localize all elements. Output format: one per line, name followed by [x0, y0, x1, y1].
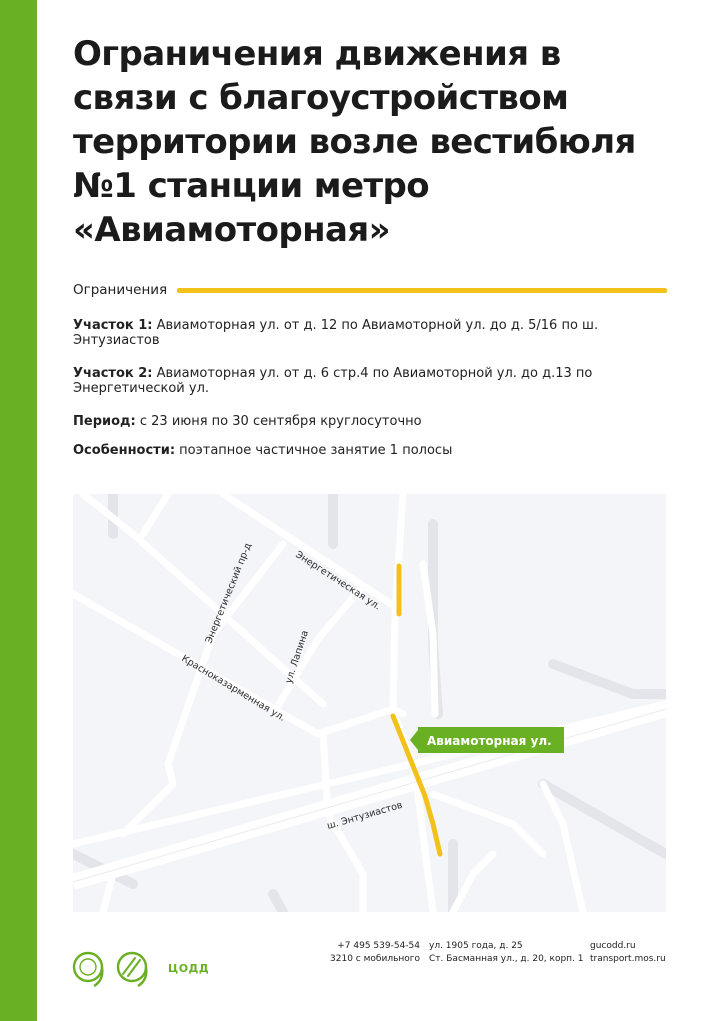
- address-line-2: Ст. Басманная ул., д. 20, корп. 1: [429, 954, 584, 964]
- item-key: Период:: [73, 414, 136, 429]
- street-label-energeticheskiy-pr: Энергетический пр-д: [203, 541, 254, 646]
- address-line-1: ул. 1905 года, д. 25: [429, 941, 523, 951]
- item-key: Участок 2:: [73, 366, 153, 381]
- website-link[interactable]: gucodd.ru: [590, 941, 636, 951]
- section-header: [73, 280, 667, 300]
- callout-label: Авиамоторная ул.: [427, 734, 552, 748]
- item-key: Особенности:: [73, 443, 176, 458]
- street-label-energeticheskaya: Энергетическая ул.: [293, 549, 383, 613]
- logo-mark-icon: [68, 946, 164, 990]
- map: [73, 494, 666, 912]
- street-label-lapina: ул. Лапина: [283, 629, 311, 685]
- section-divider: [177, 288, 667, 293]
- street-callout: [410, 727, 564, 753]
- section-label: Ограничения: [73, 282, 168, 298]
- item-text: с 23 июня по 30 сентября круглосуточно: [135, 414, 422, 429]
- logo-text: ЦОДД: [168, 961, 210, 975]
- item-text: Авиамоторная ул. от д. 6 стр.4 по Авиамоторной ул. до д.13 по Энергетической ул.: [73, 366, 593, 396]
- logo: [68, 944, 209, 992]
- restriction-features: [73, 443, 673, 458]
- website-link[interactable]: transport.mos.ru: [590, 954, 666, 964]
- item-text: поэтапное частичное занятие 1 полосы: [175, 443, 453, 458]
- phone-number: +7 495 539-54-54: [337, 941, 420, 951]
- street-label-krasnokazarmennaya: Красноказарменная ул.: [179, 653, 288, 724]
- side-accent-bar: [0, 0, 37, 1021]
- map-canvas: [73, 494, 666, 912]
- footer-websites: [590, 940, 680, 966]
- footer-phone: [322, 940, 420, 966]
- restriction-section-1: [73, 318, 673, 348]
- street-label-entuziastov: ш. Энтузиастов: [325, 799, 404, 832]
- restriction-section-2: [73, 366, 673, 396]
- item-key: Участок 1:: [73, 318, 153, 333]
- restriction-period: [73, 414, 673, 429]
- page-title: Ограничения движения в связи с благоустройством территории возле вестибюля №1 станции метро «Авиамоторная»: [73, 34, 636, 250]
- footer-address: [429, 940, 589, 966]
- item-text: Авиамоторная ул. от д. 12 по Авиамоторной ул. до д. 5/16 по ш. Энтузиастов: [73, 318, 599, 348]
- phone-short: 3210 с мобильного: [330, 954, 420, 964]
